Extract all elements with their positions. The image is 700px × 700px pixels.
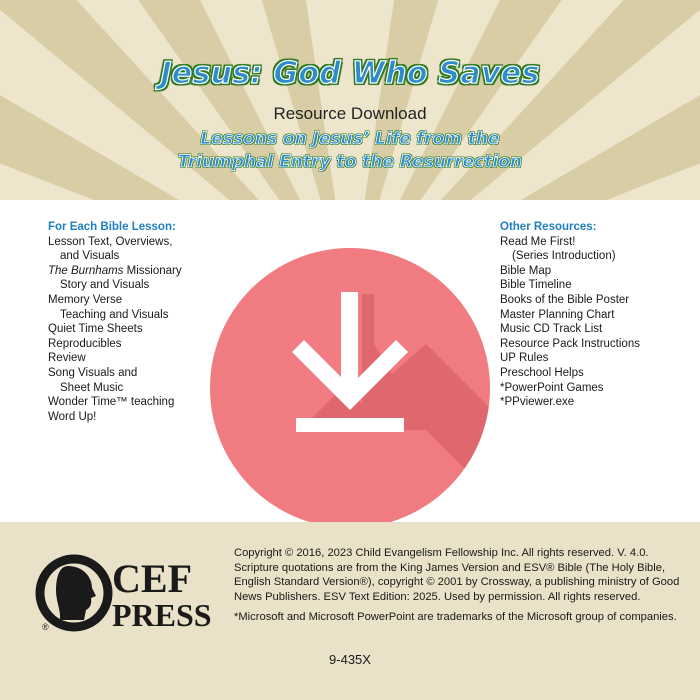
list-item: Resource Pack Instructions [500,337,640,350]
header-banner [0,0,700,200]
list-item: Bible Map [500,264,552,277]
list-item: Bible Timeline [500,279,572,292]
logo-text-press: PRESS [112,597,212,633]
list-item [48,264,218,279]
tagline [0,128,700,174]
list-item: Reproducibles [48,337,122,350]
list-item: Word Up! [48,410,97,423]
product-code: 9-435X [329,652,371,667]
list-item: Music CD Track List [500,323,603,336]
list-item: Song Visuals and [48,366,138,379]
other-resources-list [500,220,670,410]
legal-text [234,546,684,631]
download-icon[interactable] [196,234,504,542]
footer [0,522,700,700]
trademark-notice: *Microsoft and Microsoft PowerPoint are trademarks of the Microsoft group of companies. [234,611,677,624]
list-item: Story and Visuals [60,279,150,292]
list-item: Teaching and Visuals [60,308,169,321]
page-title: Jesus: God Who Saves [160,56,540,91]
logo-text-cef: CEF [112,556,192,601]
list-item: Preschool Helps [500,366,584,379]
list-item: Wonder Time™ teaching [48,396,175,409]
list-item: *PPviewer.exe [500,396,575,409]
lesson-resources-list [48,220,218,424]
list-item: Lesson Text, Overviews, [48,235,173,248]
list-item: *PowerPoint Games [500,381,604,394]
list-item: Sheet Music [60,381,124,394]
list-item: and Visuals [60,250,120,263]
tagline-line-2: Triumphal Entry to the Resurrection [178,152,522,172]
cef-press-logo [34,552,224,634]
list-item: Review [48,352,86,365]
page-subtitle: Resource Download [273,104,427,123]
list-item: (Series Introduction) [512,250,616,263]
list-item: UP Rules [500,352,549,365]
list-item: Books of the Bible Poster [500,293,630,306]
lesson-resources-heading: For Each Bible Lesson: [48,221,176,233]
list-item-italic: The Burnhams [48,264,124,277]
registered-mark: ® [42,622,49,632]
other-resources-heading: Other Resources: [500,221,597,233]
list-item: Quiet Time Sheets [48,323,143,336]
list-item: Memory Verse [48,293,123,306]
copyright-notice: Copyright © 2016, 2023 Child Evangelism Fellowship Inc. All rights reserved. V. 4.0. Scripture quotations are from the King James Version and ESV® Bible (The Holy Bible, English Standard Version®), copyright © 2001 by Crossway, a publishing ministry of Good News Publishers. ESV Text Edition: 2025. Used by permission. All rights reserved. [234,547,680,603]
list-item: Master Planning Chart [500,308,615,321]
tagline-line-1: Lessons on Jesus’ Life from the [200,129,500,149]
list-item: Read Me First! [500,235,576,248]
list-item-rest: Missionary [123,264,182,277]
